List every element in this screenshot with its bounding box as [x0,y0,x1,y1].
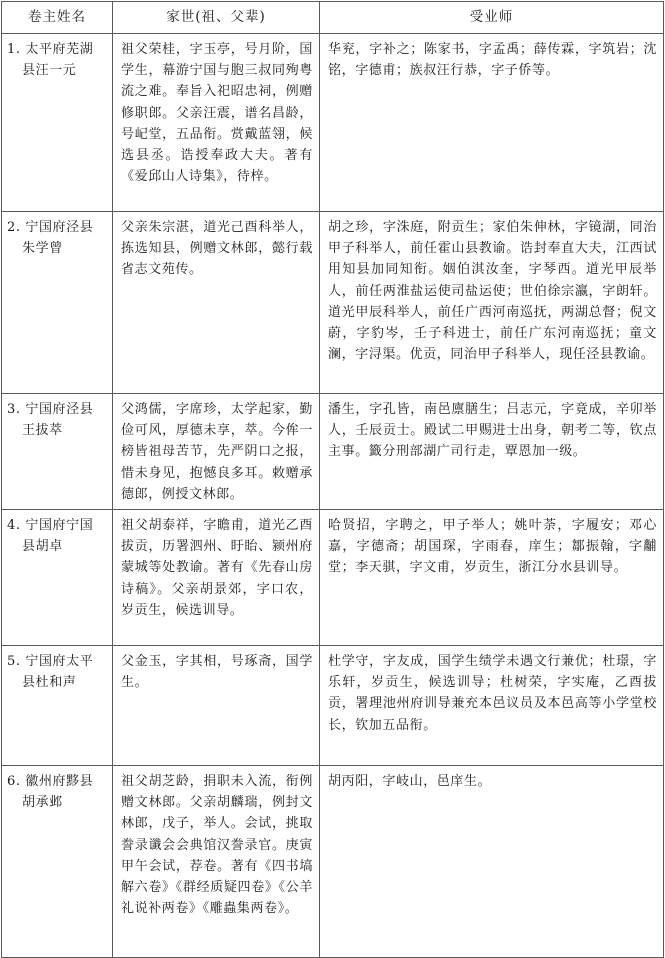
table-row [2,510,664,646]
name-line2: 朱学曾 [22,241,63,257]
family-cell: 父亲朱宗湛，道光己酉科举人，拣选知县，例赠文林郎，懿行载省志文苑传。 [113,212,320,394]
genealogy-table [1,1,664,958]
name-cell [2,212,113,394]
name-line2: 县胡卓 [22,539,63,555]
teachers-cell: 杜学守，字友成，国学生绩学未遇文行兼优；杜璟，字乐轩，岁贡生，候选训导；杜树荣，字实庵，乙酉拔贡，署理池州府训导兼充本邑议员及本邑高等小学堂校长，钦加五品衔。 [320,646,664,766]
name-line2: 胡承邺 [22,795,63,811]
name-line1: 宁国府泾县 [25,402,94,417]
table-row [2,766,664,958]
teachers-cell: 潘生，字孔皆，南邑廪膳生；吕志元，字竟成，辛卯举人，壬辰贡士。殿试二甲赐进士出身，朝考二等，钦点主事。籤分刑部湖广司行走，覃恩加一级。 [320,394,664,510]
family-cell: 祖父胡芝龄，捐职未入流，衔例赠文林郎。父亲胡麟瑞，例封文林郎，戊子，举人。会试，挑取誊录谶会会典馆汉誊录官。庚寅甲午会试，荐卷。著有《四书塙解六卷》《群经质疑四卷》《公羊礼说补两卷》《雕蟲集两卷》。 [113,766,320,958]
table-row [2,394,664,510]
name-cell [2,646,113,766]
row-index: 5. [7,654,21,670]
name-line1: 宁国府泾县 [25,220,94,235]
family-cell: 祖父胡泰祥，字瞻甫，道光乙酉拔贡，历署泗州、盱眙、颍州府蒙城等处教谕。著有《先春山房诗稿》。父亲胡景郊，字口农，岁贡生，候选训导。 [113,510,320,646]
table-row [2,646,664,766]
name-line1: 宁国府宁国 [25,518,94,534]
row-index: 1. [7,42,21,57]
name-cell [2,766,113,958]
row-index: 2. [7,220,21,235]
name-cell [2,510,113,646]
name-line2: 王拔萃 [22,423,63,439]
name-cell [2,394,113,510]
teachers-cell: 胡之珍，字洙庭，附贡生；家伯朱伸林，字镜湖，同治甲子科举人，前任霍山县教谕。诰封奉直大夫，江西试用知县加同知衔。姻伯淇汝奎，字琴西。道光甲辰举人，前任两淮盐运使司盐运使；世伯徐宗瀛，字朗轩。道光甲辰科举人，前任广西河南巡抚，两湖总督；倪文蔚，字豹岑，壬子科进士，前任广东河南巡抚；童文澜，字浔渠。优贡，同治甲子科举人，现任泾县教谕。 [320,212,664,394]
teachers-cell: 哈贤招，字聘之，甲子举人；姚叶荼，字履安；邓心嘉，字德斋；胡国琛，字雨春，庠生；鄒振翰，字黼堂；李天骐，字文甫，岁贡生，浙江分水县训导。 [320,510,664,646]
teachers-cell: 华兖，字补之；陈家书，字孟禹；薛传霖，字筑岩；沈铭，字德甫；族叔汪行恭，字子侨等。 [320,34,664,212]
name-line2: 县杜和声 [22,675,77,691]
name-line2: 县汪一元 [22,63,77,79]
family-cell: 祖父荣桂，字玉亭，号月阶，国学生，幕游宁国与胞三叔同殉粤流之难。奉旨入祀昭忠祠，例赠修职郎。父亲汪震，谱名昌龄，号屺堂，五品衔。赏戴蓝翎，候选县丞。诰授奉政大夫。著有《爱邱山人诗集》，待梓。 [113,34,320,212]
row-index: 6. [7,774,21,790]
name-line1: 太平府芜湖 [25,42,94,57]
table-row [2,212,664,394]
header-teachers: 受业师 [320,2,664,34]
family-cell: 父金玉，字其相，号琢斋，国学生。 [113,646,320,766]
name-line1: 徽州府黟县 [25,774,94,790]
table-header-row [2,2,664,34]
header-family: 家世(祖、父辈) [113,2,320,34]
name-line1: 宁国府太平 [25,654,94,670]
name-cell [2,34,113,212]
table-row [2,34,664,212]
header-name: 卷主姓名 [2,2,113,34]
row-index: 4. [7,518,21,534]
row-index: 3. [7,402,21,417]
family-cell: 父鸿儒，字席珍，太学起家，勤俭可风，厚德未享，萃。今侔一榜皆祖母苦节，先严阴口之报，惜未身见，抱憾良多耳。敕赠承德郎，例授文林郎。 [113,394,320,510]
teachers-cell: 胡丙阳，字岐山，邑庠生。 [320,766,664,958]
